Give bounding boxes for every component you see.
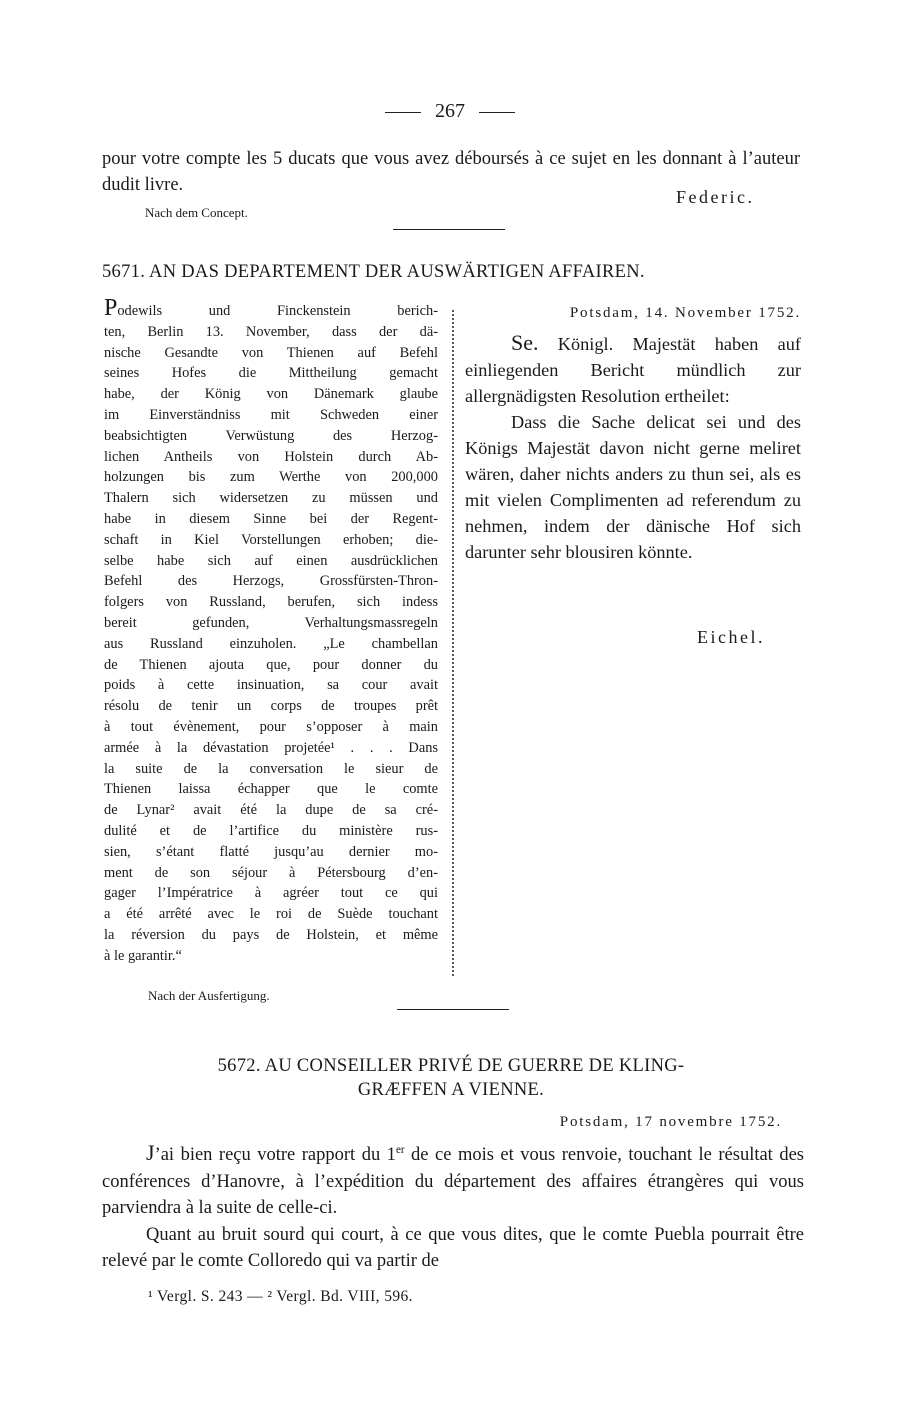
summary-line: la suite de la conversation le sieur de [104,760,438,777]
summary-line: habe in diesem Sinne bei der Regent- [104,510,438,527]
summary-line: seines Hofes die Mittheilung gemacht [104,365,438,382]
summary-line: de Lynar² avait été la dupe de sa cré- [104,802,438,819]
summary-line: habe, der König von Dänemark glaube [104,386,438,403]
summary-line: la réversion du pays de Holstein, et même [104,926,438,943]
summary-line: Befehl des Herzogs, Grossfürsten-Thron- [104,573,438,590]
summary-line: nische Gesandte von Thienen auf Befehl [104,344,438,361]
letter-5671-paragraph-2: Dass die Sache delicat sei und des Königs Majestät davon nicht gerne meliret wären, daher nichts anders zu thun sei, als es mit vielen Complimenten ad referendum zu nehmen, indem der dänische Hof sich darunter sehr blousiren könnte. [465,412,801,562]
summary-line: armée à la dévastation projetée¹ . . . Dans [104,739,438,756]
letter-5671-heading: 5671. AN DAS DEPARTEMENT DER AUSWÄRTIGEN AFFAIREN. [102,262,645,282]
letter-5671-summary [104,295,438,967]
letter-5671-dateline: Potsdam, 14. November 1752. [569,305,801,321]
letter-5672-body [102,1140,804,1275]
letter-5672-paragraph-2: Quant au bruit sourd qui court, à ce que vous dites, que le comte Puebla pourrait être relevé par le comte Colloredo qui va partir de [102,1224,804,1271]
letter-5672-heading-line-1: 5672. AU CONSEILLER PRIVÉ DE GUERRE DE KLING- [217,1056,685,1076]
summary-line [104,295,438,322]
continuation-source: Nach dem Concept. [145,205,248,220]
page-number-dash-left [385,112,421,113]
continuation-signature: Federic. [676,187,755,207]
summary-line: lichen Antheils von Holstein durch Ab- [104,448,438,465]
continuation-text: pour votre compte les 5 ducats que vous avez déboursés à ce sujet en les donnant à l’auteur dudit livre. [102,149,800,195]
letter-5672-paragraph-1-text-a: ’ai bien reçu votre rapport du 1 [154,1145,396,1165]
summary-line: Thienen laissa échapper que le comte [104,781,438,798]
section-divider-2 [397,1009,509,1010]
letter-5672-heading [102,1054,800,1102]
summary-line: de Thienen ajouta que, pour donner du [104,656,438,673]
summary-line: Thalern sich widersetzen zu müssen und [104,490,438,507]
summary-dropcap: P [104,295,118,321]
letter-5672-dateline: Potsdam, 17 novembre 1752. [559,1114,782,1130]
summary-first-line-text: odewils und Finckenstein berich- [117,303,438,319]
letter-5671-paragraph-1-text: Königl. Majestät haben auf einliegenden Bericht mündlich zur allergnädigsten Resolution ertheilet: [465,334,801,406]
summary-line: résolu de tenir un corps de troupes prêt [104,698,438,715]
summary-line: im Einverständniss mit Schweden einer [104,406,438,423]
summary-line: à le garantir.“ [104,947,182,964]
summary-line: schaft in Kiel Vorstellungen erhoben; die- [104,531,438,548]
summary-line: ment de son séjour à Pétersbourg d’en- [104,864,438,881]
footnotes: ¹ Vergl. S. 243 — ² Vergl. Bd. VIII, 596. [148,1288,413,1305]
letter-5672-paragraph-1 [102,1140,804,1222]
summary-line: a été arrêté avec le roi de Suède touchant [104,906,438,923]
summary-line: beabsichtigten Verwüstung des Herzog- [104,427,438,444]
summary-line: selbe habe sich auf einen ausdrücklichen [104,552,438,569]
letter-5672-paragraph-1-text-b: de ce mois et vous renvoie, touchant le résultat des conférences d’Hanovre, à l’expédition du département des affaires étrangères qui vous parviendra à la suite de celle-ci. [102,1145,804,1218]
summary-line: à tout évènement, pour s’opposer à main [104,718,438,735]
summary-line: ten, Berlin 13. November, dass der dä- [104,323,438,340]
summary-line: gager l’Impératrice à agréer tout ce qui [104,885,438,902]
letter-5671-body [465,302,801,565]
page-number-dash-right [479,112,515,113]
letter-5672-heading-line-2: GRÆFFEN A VIENNE. [357,1080,545,1100]
summary-line: bereit gefunden, Verhaltungsmassregeln [104,614,438,631]
page-number-line [0,100,900,123]
page-number: 267 [435,100,465,122]
summary-line: poids à cette insinuation, sa cour avait [104,677,438,694]
summary-line: holzungen bis zum Werthe von 200,000 [104,469,438,486]
summary-line: dulité et de l’artifice du ministère rus- [104,822,438,839]
summary-line: folgers von Russland, berufen, sich indess [104,594,438,611]
letter-5671-source: Nach der Ausfertigung. [148,988,270,1003]
section-divider [393,229,505,230]
letter-5672-paragraph-1-cap: J [146,1140,155,1165]
column-separator [452,310,454,976]
letter-5671-paragraph-1-cap: Se. [511,330,539,355]
letter-5671-paragraph-1 [465,330,801,409]
summary-line: sien, s’étant flatté jusqu’au dernier mo- [104,843,438,860]
letter-5671-signature: Eichel. [697,627,765,647]
summary-line: aus Russland einzuholen. „Le chambellan [104,635,438,652]
letter-5672-paragraph-1-sup: er [395,1143,405,1156]
